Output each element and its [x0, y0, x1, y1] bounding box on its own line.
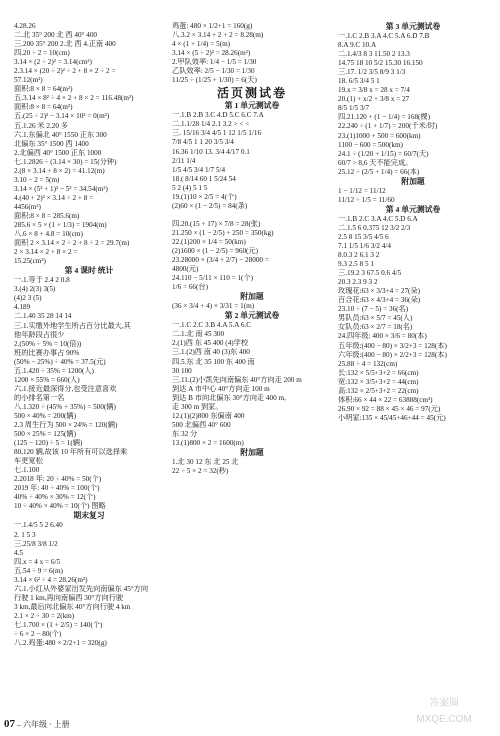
page-dash: – — [17, 720, 21, 729]
answer-line: 八.3.2 × 3.14 + 2 + 2 = 8.28(m) — [172, 31, 264, 40]
answer-line: 五年级:(400 − 80) × 3/2+3 = 128(本) — [338, 341, 447, 350]
answer-line: 一.1.等于 2.4 2 0.8 — [14, 276, 70, 285]
answer-line: 1 − 1/12 = 11/12 — [338, 186, 386, 195]
answer-line: 北偏东 35° 1500 西 1400 — [14, 139, 89, 148]
answer-line: 4.(40 + 2)² × 3.14 ÷ 2 + 8 = — [14, 193, 94, 202]
answer-line: 宽:132 × 3/5+3+2 = 44(cm) — [338, 377, 419, 386]
answer-line: 3.14 × (5² + 1)² − 5² = 34.54(m²) — [14, 184, 108, 193]
answer-line: 8/5 1/5 3/7 — [338, 104, 370, 113]
answer-line: 面积 2 × 3.14 × 2 ÷ 2 + 8 ÷ 2 = 29.7(m) — [14, 239, 130, 248]
answer-line: 11/12 ÷ 1/5 = 11/60 — [338, 195, 395, 204]
section-heading: 活页测试卷 — [216, 86, 287, 101]
answer-line: 80,120 辆,故该 10 年所有可以选择乘 — [14, 448, 128, 457]
answer-line: 三.200 35° 200 2.北 西 4.正南 400 — [14, 40, 116, 49]
answer-line: 4800(元) — [172, 265, 199, 274]
watermark-line1: 答案圈 — [429, 698, 459, 709]
answer-line: 班的比赛办事占 90% — [14, 348, 80, 357]
answer-line: 9.3 2.5 8 5 1 — [338, 260, 374, 269]
answer-line: 三. 15/16 3/4 4/5 1 12 1/5 1/16 — [172, 129, 262, 138]
answer-line: 24.110 − 5/11 × 110 = 1(个) — [172, 274, 254, 283]
answer-line: 2.(50% ÷ 5% = 10(倍)) — [14, 339, 82, 348]
answer-line: 23.10 ÷ (7 − 5) = 36(名) — [338, 305, 409, 314]
answer-line: 五.54 ÷ 9 = 6(m) — [14, 566, 63, 575]
section-heading: 附加题 — [240, 292, 264, 302]
answer-line: 15.25(cm²) — [14, 257, 46, 266]
answer-line: 走 300 m 到家。 — [172, 402, 223, 411]
answer-line: 500 × 40% = 200(辆) — [14, 411, 77, 420]
answer-line: 面积:8 × 8 = 64(m²) — [14, 103, 73, 112]
answer-line: 3.14 × (2 ÷ 2)² = 3.14(cm²) — [14, 58, 92, 67]
answer-line: 20.(1) + x/2 + 3/8 x = 27 — [338, 95, 410, 104]
answer-line: 乙队效率: 2/5 − 1/30 = 1/30 — [172, 67, 255, 76]
answer-line: 3.14 × (5 ÷ 2)² = 28.26(m²) — [172, 49, 251, 58]
answer-line: 五.1.420 ÷ 35% = 1200(人) — [14, 366, 94, 375]
answer-line: 七.1.2826 ÷ (3.14 × 30) = 15(分钟) — [14, 157, 117, 166]
answer-line: 五.(25 ÷ 2)² − 3.14 × 10² = 0(m²) — [14, 112, 110, 121]
answer-line: 六.1.接近最深得分,也受注意喜欢 — [14, 384, 117, 393]
answer-line: 二.1.40 35 28 14 14 — [14, 312, 72, 321]
answer-line: 鸡蛋: 480 × 1/2+1 = 160(g) — [172, 22, 253, 30]
answer-line: 14.75 18 10 5/2 15.30 16.150 — [338, 59, 423, 68]
answer-line: 东 32 分 — [172, 429, 198, 438]
answer-line: 4456(m²) — [14, 202, 41, 211]
answer-line: 一.1.B 2.B 3.C 4.D 5.C 6.C 7.A — [172, 111, 264, 120]
answer-line: 八.2.鸡蛋:480 × 2/2+1 = 320(g) — [14, 639, 107, 648]
answer-line: 行驶 1 km,再向南偏西 30°方向行驶 — [14, 593, 124, 602]
answer-line: 四.x = 4 x = 6/5 — [14, 557, 61, 566]
answer-line: 19.x = 3/8 x = 28 x = 7/4 — [338, 86, 410, 95]
answer-line: 一.1.B 2.C 3.A 4.C 5.D 6.A — [338, 214, 418, 223]
answer-line: 8.A 9.C 10.A — [338, 41, 377, 50]
answer-line: 三.1.实缴外地学生所占百分比最大,其 — [14, 321, 131, 330]
answer-line: (125 − 120) ÷ 5 = 1(辆) — [14, 439, 83, 448]
answer-line: 2.5 8 15 3/5 4/5 6 — [338, 232, 389, 241]
answer-line: 18.( 8/14 60 1 5/24 54 — [172, 174, 236, 183]
answer-line: 二.北 35° 200 北 西 40° 400 — [14, 31, 98, 40]
answer-line: 八.6 × 8 + 4.8 = 10(cm) — [14, 230, 83, 239]
answer-line: 一.1.C 2.B 3.A 4.C 5.A 6.D 7.B — [338, 32, 430, 40]
answer-line: 500 北偏西 40° 600 — [172, 420, 231, 429]
answer-line: 的小排名第一名 — [14, 393, 65, 402]
answer-line: (36 × 3/4 + 4) × 3/31 = 1(m) — [172, 302, 255, 311]
answer-line: 24.四年级: 400 × 3/6 = 80(本) — [338, 332, 427, 341]
answer-line: 1/5 4/5 3/4 1/7 5/4 — [172, 165, 226, 174]
answer-line: 23.(1)1000 + 500 = 600(km) — [338, 131, 421, 140]
answer-line: 2.(8 × 3.14 + 8 × 2) = 41.12(m) — [14, 166, 105, 175]
page-number: 07 — [4, 718, 15, 730]
answer-line: 2.(1)西 东 45 400 (4)学校 — [172, 339, 249, 348]
answer-line: 5 2 (4) 5 1 5 — [172, 183, 208, 192]
answer-line: 玫瑰花:63 × 3/3+4 = 27(朵) — [338, 287, 421, 296]
answer-line: 八.1.320 ÷ (45% + 35%) = 500(辆) — [14, 402, 116, 411]
answer-line: 11/25 ÷ (1/25 + 1/30) = 6(天) — [172, 76, 257, 85]
section-heading: 附加题 — [401, 176, 425, 186]
answer-line: 他年龄段占很少 — [14, 330, 65, 339]
answer-line: 2.3 周生行为 500 × 24% = 120(辆) — [14, 421, 118, 430]
answer-line: 1.北 30 12 东 北 25 北 — [172, 457, 239, 466]
answer-line: 10 ÷ 40% × 40% = 10(个) 图略 — [14, 502, 106, 511]
answer-line: 3.14 × 6² ÷ 4 = 28.26(m²) — [14, 575, 88, 584]
section-heading: 期末复习 — [73, 511, 105, 521]
answer-line: 2019 年: 40 ÷ 40% = 100(个) — [14, 484, 100, 493]
answer-line: 五.3.14 × 8² ÷ 4 × 2 + 8 × 2 = 116.48(m²) — [14, 94, 134, 103]
answer-line: 2.甲队效率: 1/4 − 1/5 = 1/30 — [172, 58, 257, 67]
answer-line: 30 100 — [172, 366, 192, 375]
answer-line: 一.1.4/5 5 2 6.40 — [14, 521, 63, 530]
answer-line: 六.1.东偏北 40° 1550 正东 300 — [14, 130, 107, 139]
answer-line: 二.1.1/28 1/4 2.1 3.2 > < < — [172, 120, 250, 129]
answer-line: 19.(1)10 × 2/5 = 4(个) — [172, 192, 237, 201]
answer-line: 2.北偏西 40° 1500 正东 1000 — [14, 148, 102, 157]
answer-line: 20.3 2.3 9 3 2 — [338, 278, 378, 287]
answer-line: 六年级:(400 − 80) × 2/2+3 = 128(本) — [338, 350, 447, 359]
answer-line: 24.1 ÷ (1/20 + 1/15) = 60/7(天) — [338, 149, 429, 158]
watermark-line2: MXQE.COM — [416, 714, 472, 725]
answer-line: 2.2018 年: 20 ÷ 40% = 50(个) — [14, 475, 102, 484]
answer-line: 22.(1)200 × 1/4 = 50(km) — [172, 237, 246, 246]
answer-line: 285.6 × 5 × (1 + 1/3) = 1904(m) — [14, 221, 107, 230]
answer-line: 2/11 1/4 — [172, 156, 196, 165]
section-heading: 第 2 单元测试卷 — [224, 311, 280, 321]
answer-line: 3.(4) 2(3) 3(5) — [14, 285, 56, 294]
answer-line: 18. 6/5 3/4 5 1 — [338, 77, 380, 86]
answer-line: 4.28.26 — [14, 22, 36, 30]
section-heading: 附加题 — [240, 447, 264, 457]
section-heading: 第 3 单元测试卷 — [385, 22, 441, 31]
answer-line: 4.5 — [14, 548, 23, 557]
answer-line: 车更宽松 — [14, 457, 43, 466]
answer-line: 三.25/8 3/8 1/2 — [14, 539, 58, 548]
section-heading: 第 4 单元测试卷 — [385, 204, 441, 214]
answer-line: 60/7 > 8,6 天不能完成。 — [338, 158, 413, 167]
answer-line: 2.3.14 × (20 ÷ 2)² ÷ 2 + 8 × 2 ÷ 2 = — [14, 67, 116, 76]
answer-line: 三.19.2 3 67.5 0.6 4/5 — [338, 269, 402, 278]
answer-line: 25.12 ÷ (2/5 + 1/4) = 66(本) — [338, 167, 420, 176]
answer-line: 26.90 × 92 = 88 × 45 × 46 = 97(元) — [338, 404, 441, 413]
answer-line: 3.10 − 2 = 5(m) — [14, 175, 60, 184]
answer-line: 七.1.100 — [14, 466, 40, 475]
answer-line: 4.189 — [14, 303, 31, 312]
answer-line: 1/6 = 66(台) — [172, 283, 208, 292]
answer-line: 8.0.3 2 6.1 3 2 — [338, 251, 380, 260]
answer-line: 小明家:135 × 45/45+46+44 = 45(元) — [338, 413, 446, 422]
answer-line: 五.1.26 米 2.20 多 — [14, 121, 68, 130]
column-middle — [172, 22, 332, 476]
answer-line: 2. 1 5 3 — [14, 530, 36, 539]
answer-line: 二.1.5 6 0.375 12 3/2 2/3 — [338, 223, 411, 232]
answer-line: 23.28000 × (3/4 + 2/7) − 28000 = — [172, 256, 269, 265]
grade-label: 六年级 · 上册 — [23, 720, 70, 729]
answer-line: 25.88 ÷ 4 = 132(cm) — [338, 359, 398, 368]
column-right — [338, 22, 488, 423]
answer-line: 四.21.120 + (1 − 1/4) = 168(棵) — [338, 113, 431, 122]
answer-line: 16.36 1/10 13. 3/4 4/17 0.1 — [172, 147, 250, 156]
answer-line: 高:132 × 2/5+3+2 = 22(cm) — [338, 386, 419, 395]
answer-line: 13.(1)800 × 2 = 1600(m) — [172, 438, 244, 447]
answer-line: 7/8 4/5 1 1 20 3/5 3/4 — [172, 138, 234, 147]
section-heading: 第 1 单元测试卷 — [224, 101, 280, 111]
answer-line: 一.1.C 2.C 3.B 4.A 5.A 6.C — [172, 321, 252, 330]
page-footer — [4, 718, 70, 730]
answer-line: 到达 A 市中心 40°方向走 100 m — [172, 384, 270, 393]
answer-line: 面积:8 × 8 = 64(m²) — [14, 85, 73, 94]
answer-line: (2)60 × (1 − 2/5) = 84(条) — [172, 201, 248, 210]
answer-line: 七.1.700 × (1 + 2/5) = 140(个) — [14, 621, 103, 629]
answer-line: 22 ÷ 5 × 2 = 32(秒) — [172, 467, 229, 476]
answer-line: 57.12(m²) — [14, 76, 43, 85]
answer-line: 男队员:63 × 5/7 = 45(人) — [338, 314, 413, 323]
answer-line: 三.17. 1/2 3/5 8/9 3 1/3 — [338, 68, 406, 77]
answer-line: (4)2 3 (5) — [14, 294, 42, 303]
answer-line: 三.1.(2)西 南 40 (3)东 400 — [172, 348, 250, 357]
answer-line: 3 km,最后向北偏东 40°方向行驶 4 km — [14, 602, 131, 611]
answer-line: ÷ 6 × 2 − 80(个) — [14, 630, 62, 639]
answer-line: 面积:8 × 8 = 285.6(m) — [14, 211, 80, 220]
answer-line: 1100 − 600 = 500(km) — [338, 140, 403, 149]
answer-line: (2)1600 × (1 − 2/5) = 960(元) — [172, 247, 259, 256]
answer-line: 长:132 × 5/5+3+2 = 66(cm) — [338, 368, 419, 377]
answer-line: 体积:66 × 44 × 22 = 63888(cm³) — [338, 395, 433, 404]
answer-line: 女队员:63 × 2/7 = 18(名) — [338, 323, 413, 332]
answer-line: 40% ÷ 40% × 30% = 12(个) — [14, 493, 96, 502]
answer-line: 2.1 × 2 ÷ 30 = 2(km) — [14, 611, 75, 620]
section-heading: 第 4 课时 统计 — [64, 266, 114, 276]
answer-line: 500 × 25% = 125(辆) — [14, 430, 77, 439]
answer-line: 1200 × 55% = 660(人) — [14, 375, 80, 384]
answer-line: 六.1.小红从外婆家出发先向南偏东 45°方向 — [14, 584, 149, 593]
answer-line — [172, 211, 332, 220]
answer-line: 21.250 × (1 − 2/5) + 250 = 350(kg) — [172, 228, 274, 237]
answer-line: 7.1 1/5 1/6 3/2 4/4 — [338, 241, 391, 250]
answer-line: 二.1.4/3 8 3 11.50 2 13.3 — [338, 50, 410, 59]
answer-line: 四.5.东 北 35 100 东 400 南 — [172, 357, 255, 366]
answer-line: 22.240 ÷ (1 + 1/7) = 200(千米/时) — [338, 122, 438, 131]
column-left — [14, 22, 164, 648]
answer-line: 百合花:63 × 4/3+4 = 36(朵) — [338, 296, 421, 305]
answer-line: 四.20 ÷ 2 = 10(cm) — [14, 49, 70, 58]
answer-line: 三.11.(2)小凯先向南偏东 40°方向走 200 m — [172, 375, 302, 384]
answer-line: 12.(1)(2)800 东偏南 400 — [172, 411, 245, 420]
answer-line: 2 × 3.14 × 2 + 8 × 2 = — [14, 248, 78, 257]
watermark-logo — [394, 690, 494, 730]
answer-line: 4 × (1 + 1/4) = 5(m) — [172, 40, 231, 49]
answer-line: (50% − 25%) ÷ 40% = 37.5(元) — [14, 357, 106, 366]
answer-line: 二.1.北 南 45 300 — [172, 330, 225, 339]
answer-line: 四.20.(15 + 17) × 7/8 = 28(张) — [172, 219, 261, 228]
answer-line: 到达 B 市向北偏东 30°方向走 400 m, — [172, 393, 286, 402]
